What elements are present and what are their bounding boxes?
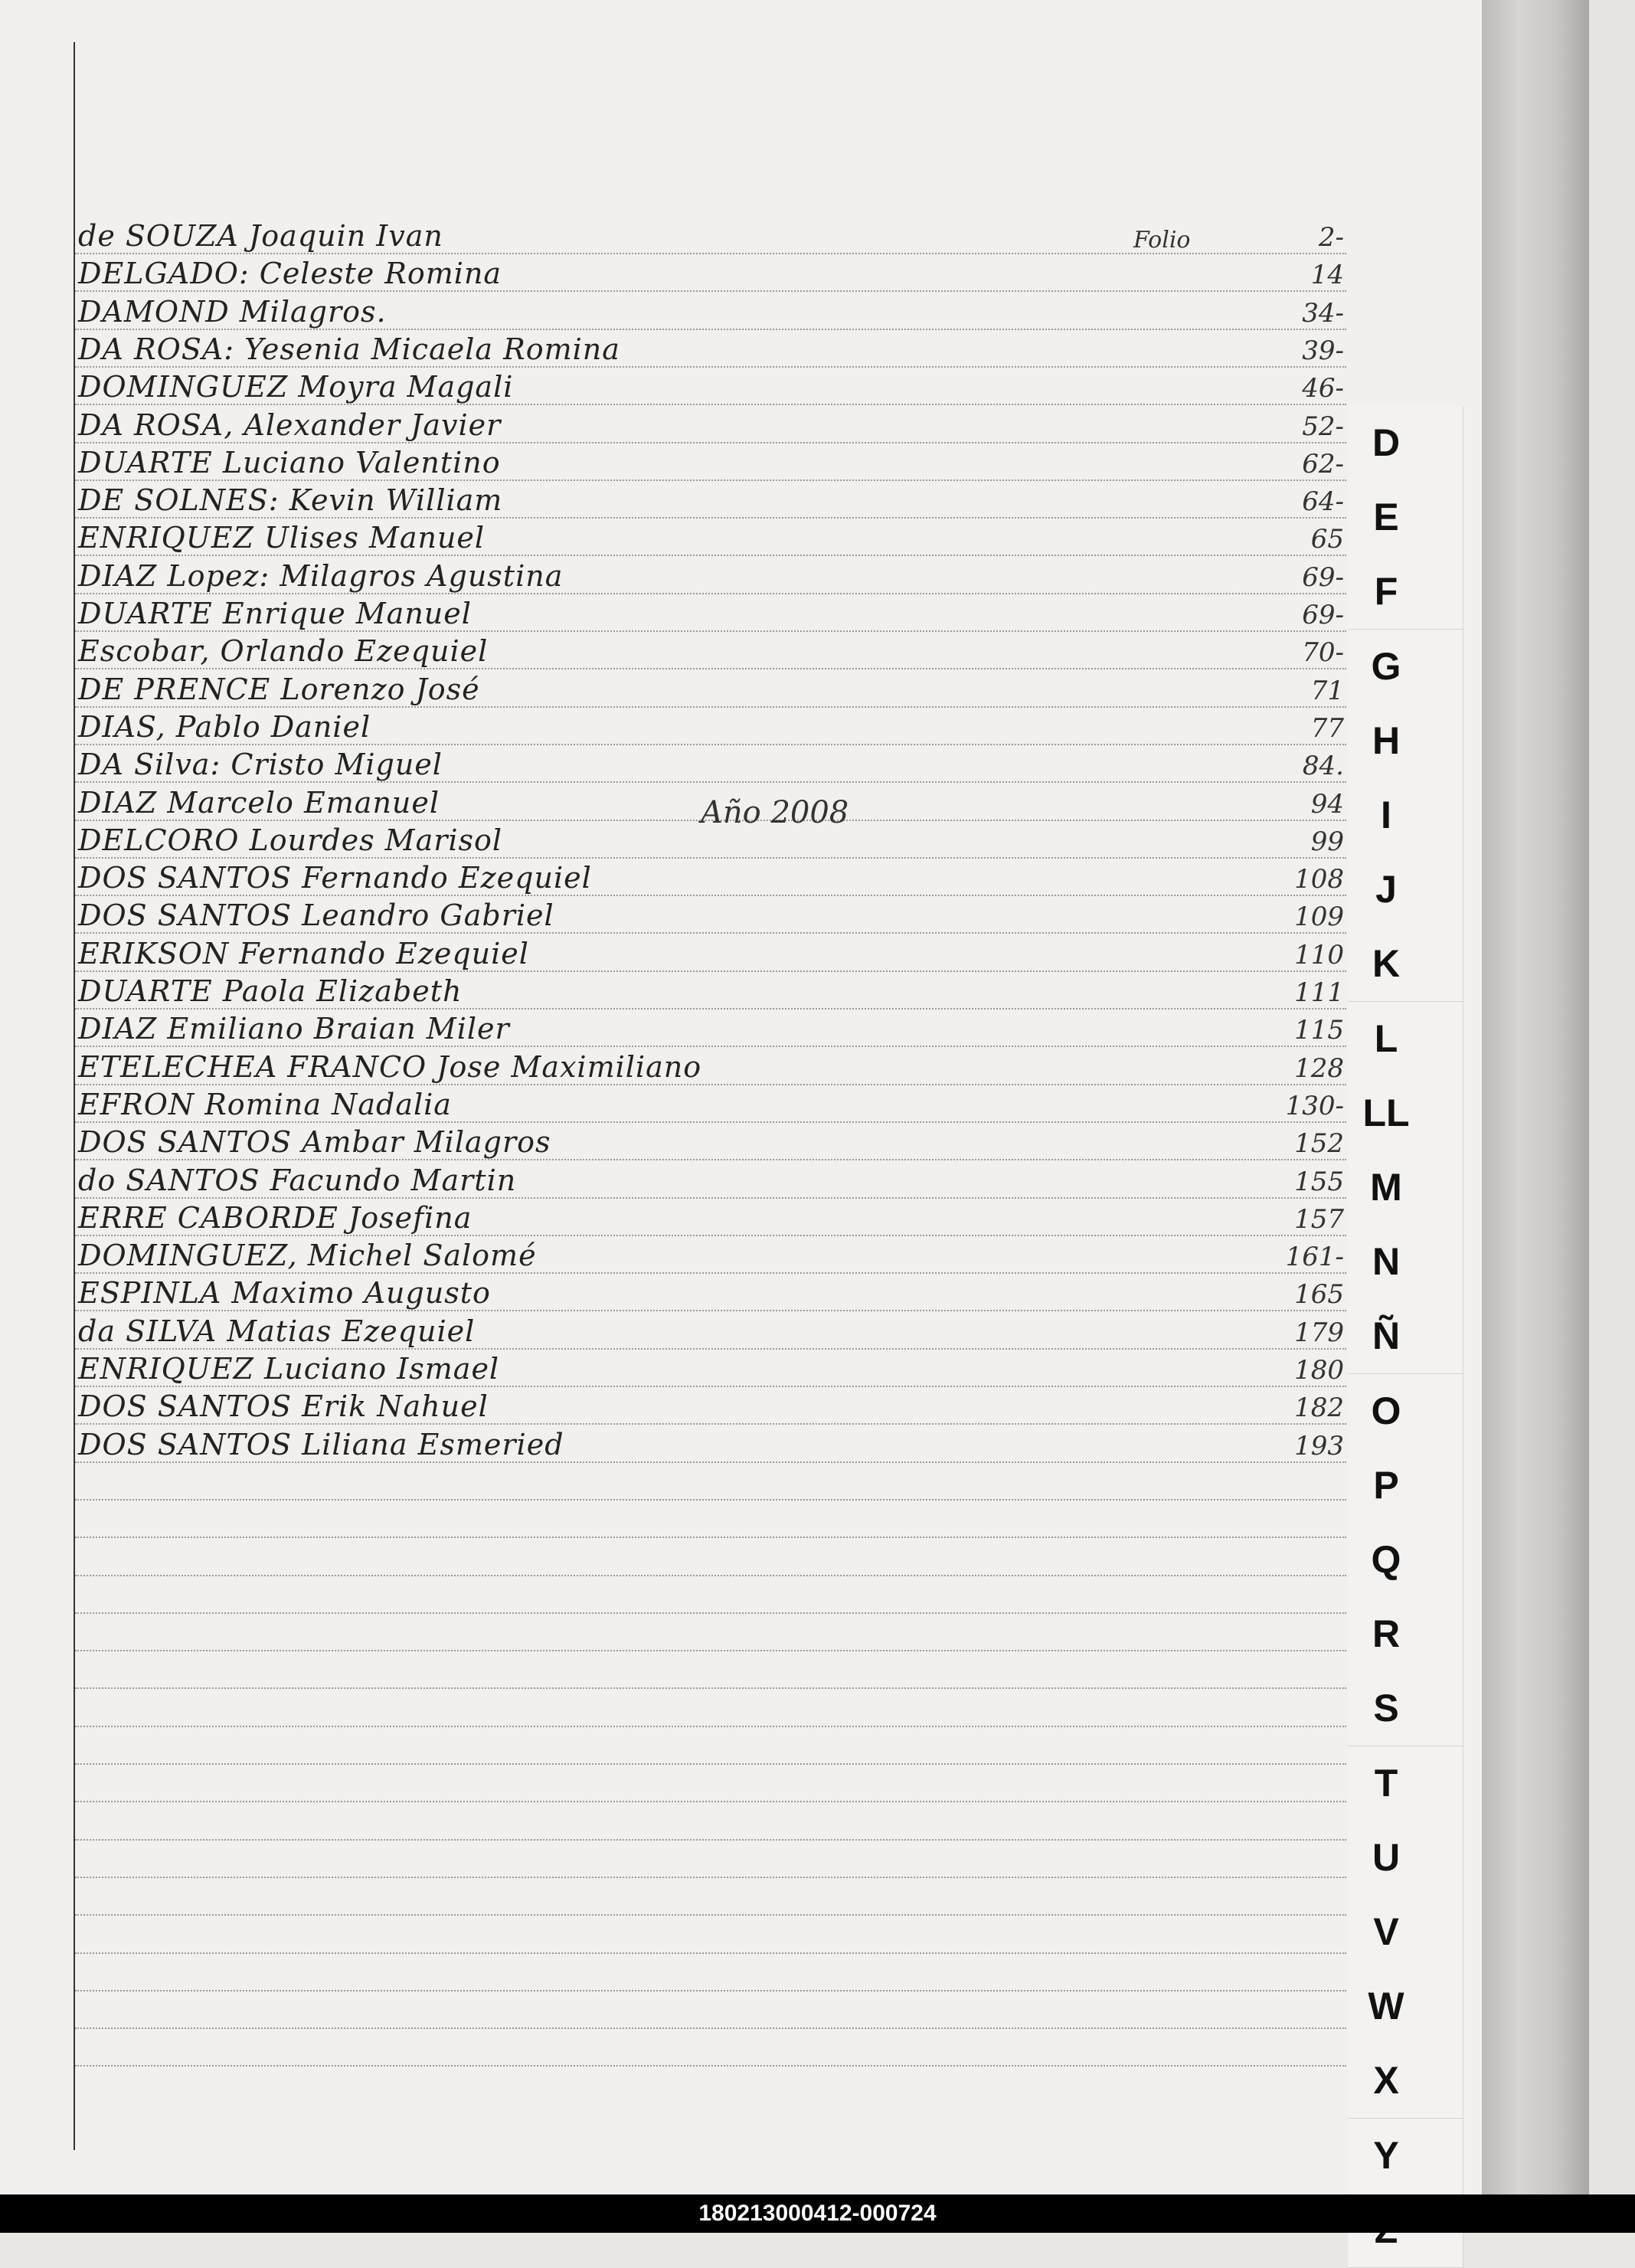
folio-number: 111 <box>1294 977 1344 1008</box>
index-tab[interactable] <box>1348 1969 1463 2044</box>
list-item <box>0 254 1482 292</box>
student-name: DUARTE Luciano Valentino <box>78 446 501 479</box>
index-tab[interactable] <box>1348 1523 1463 1598</box>
index-tab-letter: K <box>1372 942 1401 985</box>
binder-edge <box>1589 0 1635 2194</box>
list-item <box>0 707 1482 745</box>
folio-number: 193 <box>1294 1431 1344 1461</box>
list-item <box>0 1386 1482 1425</box>
index-tab[interactable] <box>1348 1002 1463 1077</box>
student-name: DELCORO Lourdes Marisol <box>78 823 503 857</box>
list-item <box>0 1198 1482 1236</box>
index-tab[interactable] <box>1348 1299 1463 1374</box>
folio-number: 52- <box>1302 411 1344 442</box>
index-tab-letter: G <box>1371 645 1401 688</box>
list-item <box>0 631 1482 669</box>
folio-number: 165 <box>1294 1279 1344 1310</box>
student-name: DIAZ Emiliano Braian Miler <box>78 1012 510 1046</box>
index-tab-letter: X <box>1373 2059 1399 2102</box>
student-name: de SOUZA Joaquin Ivan <box>78 219 443 253</box>
list-item <box>0 216 1482 254</box>
folio-number: 69- <box>1302 600 1344 630</box>
binder-spine <box>1482 0 1589 2194</box>
student-name: DA ROSA: Yesenia Micaela Romina <box>78 332 620 366</box>
folio-number: 155 <box>1294 1167 1344 1197</box>
index-tab-letter: M <box>1370 1166 1402 1209</box>
list-item <box>0 745 1482 783</box>
folio-number: 182 <box>1294 1393 1344 1423</box>
list-item <box>0 1273 1482 1311</box>
index-tab-letter: D <box>1372 421 1401 464</box>
folio-number: 109 <box>1294 902 1344 932</box>
index-tab-letter: Y <box>1373 2134 1399 2177</box>
index-tab-letter: V <box>1373 1910 1399 1953</box>
index-tab[interactable] <box>1348 1150 1463 1226</box>
student-name: DOS SANTOS Leandro Gabriel <box>78 898 554 932</box>
index-tab-letter: W <box>1368 1985 1404 2027</box>
list-item <box>0 556 1482 594</box>
list-item <box>0 1047 1482 1085</box>
index-tab[interactable] <box>1348 704 1463 779</box>
student-name: DE SOLNES: Kevin William <box>78 483 503 517</box>
index-tab[interactable] <box>1348 2044 1463 2119</box>
list-item <box>0 480 1482 519</box>
student-name: ENRIQUEZ Ulises Manuel <box>78 521 486 555</box>
student-name: ESPINLA Maximo Augusto <box>78 1276 491 1310</box>
student-name: DIAZ Marcelo Emanuel <box>78 786 440 820</box>
index-tab-letter: O <box>1371 1389 1401 1432</box>
index-tab[interactable] <box>1348 1821 1463 1896</box>
student-name: DOS SANTOS Liliana Esmeried <box>78 1428 564 1461</box>
student-name: ENRIQUEZ Luciano Ismael <box>78 1352 500 1386</box>
index-tab-letter: R <box>1372 1612 1401 1655</box>
year-annotation: Año 2008 <box>701 795 849 830</box>
index-tab-letter: S <box>1373 1687 1399 1730</box>
folio-number: 34- <box>1302 298 1344 329</box>
student-name: DA Silva: Cristo Miguel <box>78 748 443 781</box>
folio-number: 69- <box>1302 562 1344 593</box>
alphabet-index-tabs <box>1348 406 1463 2194</box>
student-name: DAMOND Milagros. <box>78 295 387 329</box>
index-tab-letter: Ñ <box>1372 1314 1401 1357</box>
student-name: DOMINGUEZ, Michel Salomé <box>78 1239 537 1272</box>
list-item <box>0 1009 1482 1047</box>
index-tab[interactable] <box>1348 1671 1463 1746</box>
index-tab-letter: L <box>1374 1017 1398 1060</box>
index-tab-letter: LL <box>1362 1091 1410 1134</box>
folio-number: 77 <box>1310 713 1344 744</box>
index-tab[interactable] <box>1348 1374 1463 1449</box>
folio-number: 157 <box>1294 1204 1344 1235</box>
student-name: DE PRENCE Lorenzo José <box>78 673 480 706</box>
student-name: DOS SANTOS Fernando Ezequiel <box>78 861 592 895</box>
folio-number: 70- <box>1302 637 1344 668</box>
index-tab-letter: P <box>1373 1464 1399 1507</box>
list-item <box>0 858 1482 896</box>
index-tab-letter: H <box>1372 719 1401 762</box>
student-name: DELGADO: Celeste Romina <box>78 257 502 290</box>
index-tab[interactable] <box>1348 1746 1463 1821</box>
student-name: DOMINGUEZ Moyra Magali <box>78 370 514 404</box>
index-tab[interactable] <box>1348 555 1463 630</box>
folio-number: 161- <box>1285 1242 1344 1272</box>
index-tab-letter: T <box>1374 1762 1398 1805</box>
index-tab[interactable] <box>1348 778 1463 853</box>
student-name: DIAZ Lopez: Milagros Agustina <box>78 559 564 593</box>
folio-number: 128 <box>1294 1053 1344 1084</box>
folio-number: 62- <box>1302 449 1344 479</box>
index-tab[interactable] <box>1348 1895 1463 1970</box>
index-tab-letter: E <box>1373 496 1399 538</box>
list-item <box>0 1235 1482 1274</box>
student-name: DIAS, Pablo Daniel <box>78 710 371 744</box>
student-name: DA ROSA, Alexander Javier <box>78 408 502 442</box>
list-item <box>0 1311 1482 1350</box>
list-item <box>0 594 1482 632</box>
index-tab[interactable] <box>1348 2119 1463 2194</box>
index-tab[interactable] <box>1348 406 1463 481</box>
student-name: DUARTE Enrique Manuel <box>78 597 472 630</box>
list-item <box>0 405 1482 443</box>
folio-number: 46- <box>1302 373 1344 404</box>
index-tab-letter: Q <box>1371 1538 1401 1581</box>
list-item <box>0 518 1482 556</box>
list-item <box>0 1160 1482 1199</box>
folio-number: 179 <box>1294 1317 1344 1348</box>
folio-number: 65 <box>1310 524 1344 555</box>
student-name: DUARTE Paola Elizabeth <box>78 974 463 1008</box>
folio-number: 130- <box>1285 1091 1344 1121</box>
folio-number: 99 <box>1310 826 1344 857</box>
student-name: ERRE CABORDE Josefina <box>78 1201 473 1235</box>
list-item <box>0 292 1482 330</box>
index-tab[interactable] <box>1348 1448 1463 1523</box>
folio-header: Folio <box>1133 227 1191 254</box>
folio-number: 14 <box>1310 260 1344 290</box>
index-tab[interactable] <box>1348 1597 1463 1672</box>
index-tab[interactable] <box>1348 927 1463 1002</box>
folio-number: 71 <box>1310 676 1344 706</box>
folio-number: 115 <box>1294 1015 1344 1046</box>
list-item <box>0 1085 1482 1123</box>
folio-number: 84. <box>1302 751 1344 781</box>
folio-number: 2- <box>1318 222 1344 253</box>
index-tab[interactable] <box>1348 1076 1463 1151</box>
list-item <box>0 1425 1482 1463</box>
folio-number: 108 <box>1294 864 1344 895</box>
list-item <box>0 367 1482 405</box>
index-tab-letter: J <box>1375 868 1397 911</box>
folio-number: 180 <box>1294 1355 1344 1386</box>
list-item <box>0 329 1482 368</box>
folio-number: 64- <box>1302 486 1344 517</box>
index-tab[interactable] <box>1348 480 1463 555</box>
index-tab-letter: I <box>1381 794 1391 836</box>
list-item <box>0 1349 1482 1387</box>
student-name: do SANTOS Facundo Martin <box>78 1163 517 1197</box>
index-tab-letter: U <box>1372 1836 1401 1879</box>
list-item <box>0 971 1482 1010</box>
student-name: DOS SANTOS Ambar Milagros <box>78 1125 551 1159</box>
list-item <box>0 1122 1482 1160</box>
index-tab[interactable] <box>1348 1225 1463 1300</box>
folio-number: 152 <box>1294 1128 1344 1159</box>
student-name: ETELECHEA FRANCO Jose Maximiliano <box>78 1050 702 1084</box>
list-item <box>0 669 1482 708</box>
folio-number: 94 <box>1310 789 1344 820</box>
folio-number: 110 <box>1294 940 1344 970</box>
student-name: DOS SANTOS Erik Nahuel <box>78 1389 489 1423</box>
folio-number: 39- <box>1302 335 1344 366</box>
student-name: da SILVA Matias Ezequiel <box>78 1314 476 1348</box>
index-tab-letter: N <box>1372 1240 1401 1283</box>
footer-bar <box>0 2194 1635 2233</box>
index-tab[interactable] <box>1348 630 1463 705</box>
student-name: EFRON Romina Nadalia <box>78 1088 452 1121</box>
list-item <box>0 443 1482 481</box>
list-item <box>0 934 1482 972</box>
index-tab[interactable] <box>1348 853 1463 928</box>
list-item <box>0 895 1482 934</box>
student-name: ERIKSON Fernando Ezequiel <box>78 937 529 970</box>
document-code: 180213000412-000724 <box>698 2201 937 2226</box>
index-tab-letter: F <box>1374 570 1398 613</box>
student-name: Escobar, Orlando Ezequiel <box>78 634 489 668</box>
